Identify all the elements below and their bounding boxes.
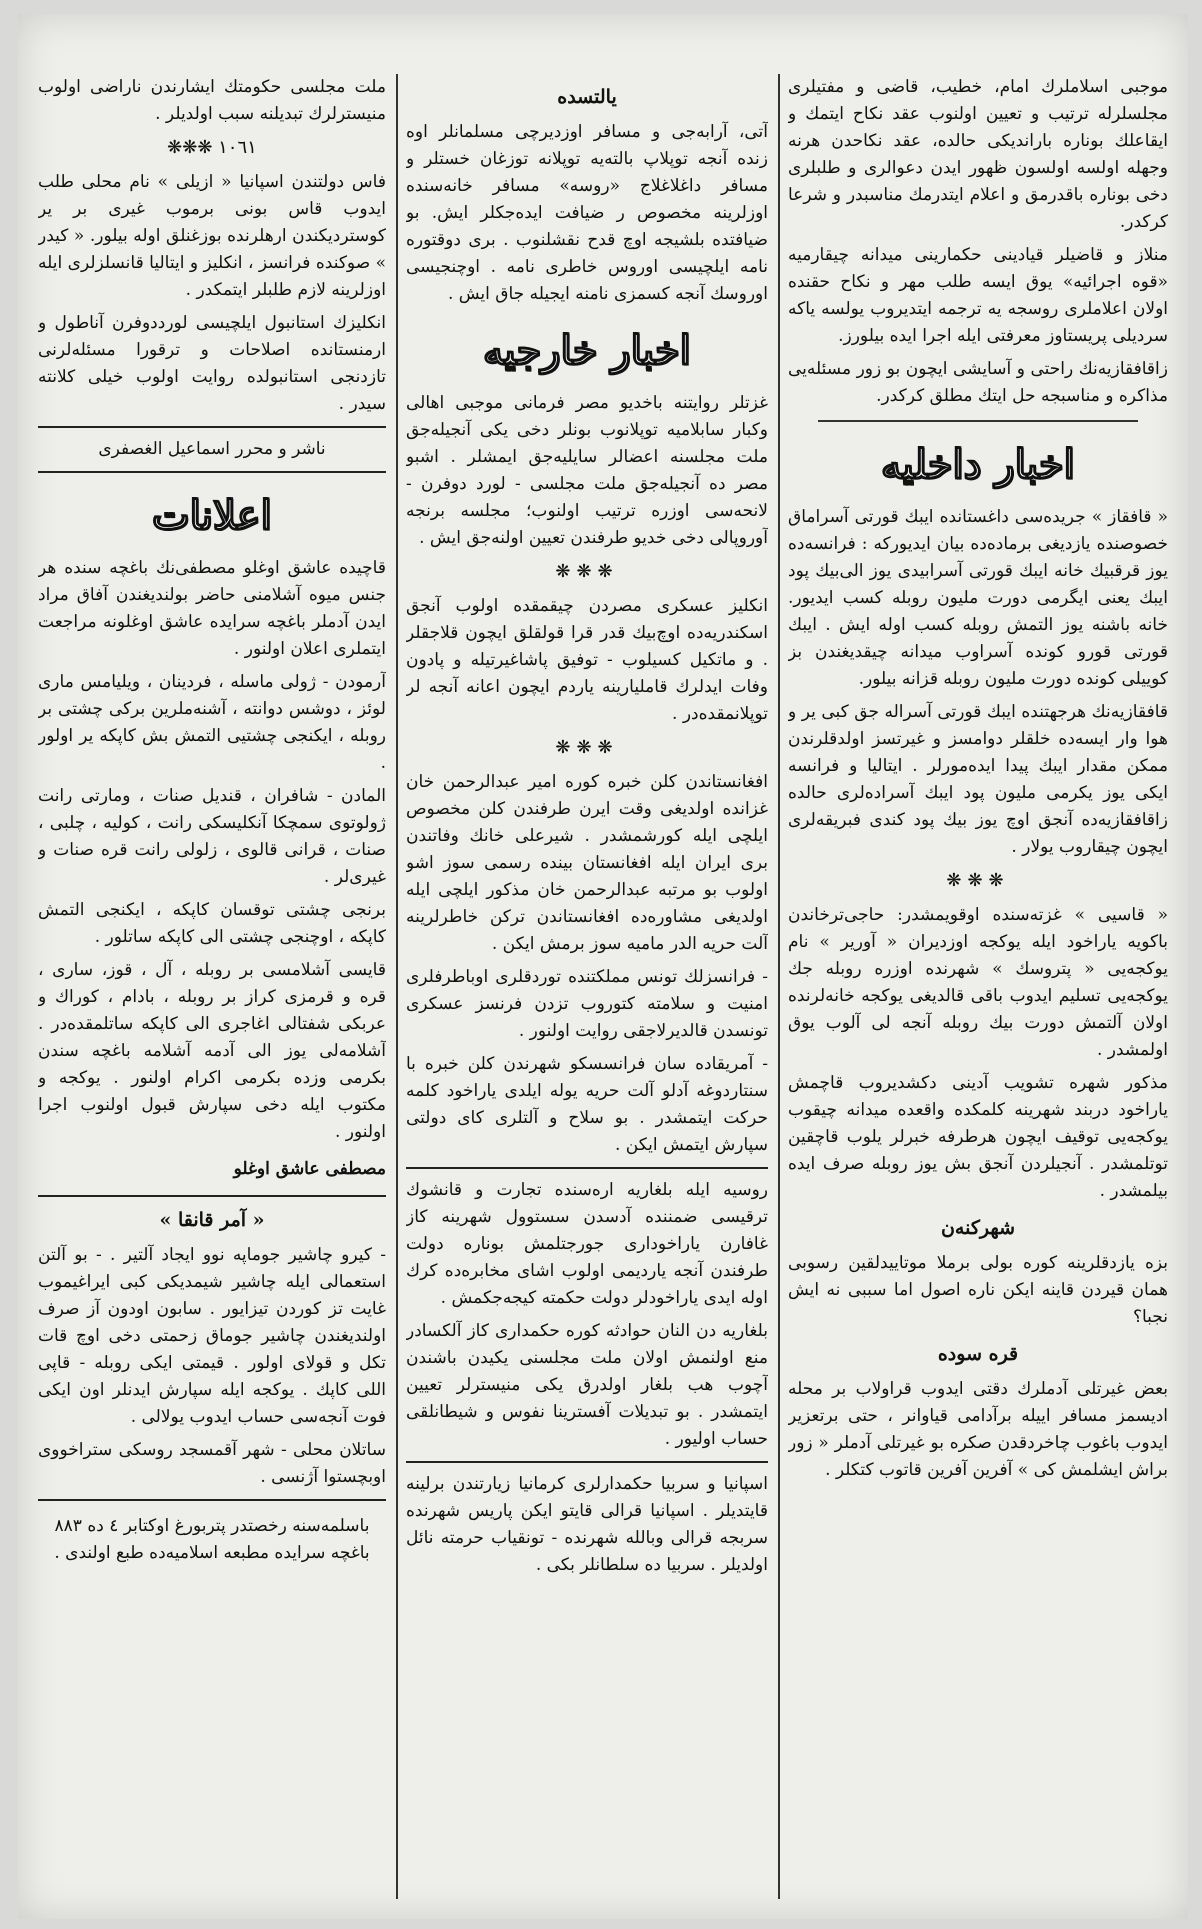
paragraph: انكلیز عسكری مصردن چیقمقده اولوب آنجق اسكندریه‌ده اوچ‌بیك قدر قرا قولقلق ایچون قلاجقلر . و ماتكیل كسیلوب - توفیق پاشاغیرتیله و پادون وفات ایدلرك قاملیارینه یاردم ایچون اعانه آنجه لر توپلانمقده‌در . bbox=[406, 596, 768, 724]
ad-paragraph: آرمودن - ژولی ماسله ، فردینان ، ویلیامس ماری لوئز ، دوشس دوانته ، آشنه‌ملرین بركی چشتی بر روبله ، ایكنجی چشتیی التمش بش كاپكه یر اولور . bbox=[38, 672, 386, 773]
paragraph: بلغاریه دن النان حوادثه كوره حكمدارى كاز آلكسادر منع اولنمش اولان ملت مجلسنی یكیدن باشندن آچوب هب بلغار اولدرق یكی منیسترلر تعیین ایتمشدر . بو تبدیلات آفسترینا نفوس و شیطانلقی حساب اولیور . bbox=[406, 1321, 768, 1449]
ad-paragraph: - كیرو چاشیر جوماپه نوو ایجاد آلتیر . - بو آلتن استعمالی ایله چاشیر شیمدیكی كبی ایراغیموب غایت تز كوردن تیزایور . سابون اودون آز صرف اولندیغندن چاشیر جوماق زحمتی دخی اوچ قات تكل و قولای اولور . قیمتی ایكی روبله - قاپی اللی كاپك . یوكجه ایله سپارش ایدنلر اون ایكی فوت آنجه‌سی حساب ایدوب یولالی . bbox=[38, 1245, 386, 1427]
ornament: ❋❋❋ bbox=[555, 737, 619, 758]
domestic-news-header: اخبار داخلیه bbox=[881, 441, 1075, 488]
paragraph: فاس دولتندن اسپانیا « ازیلی » نام محلی طلب ایدوب قاس بونی برموب غیری بر یر كوستردیكندن ارهلرنده بوزغنلق اوله بیلور. « كیدر » صوكنده فرانسز ، انكلیز و ایتالیا قانسلزلری ایله اوزلرینه لازم طلبلر ایتمكدر . bbox=[38, 172, 386, 300]
divider bbox=[38, 471, 386, 473]
divider bbox=[406, 1461, 768, 1463]
ornament: ١٠٦١ ❋❋❋ bbox=[167, 137, 257, 158]
ads-header: اعلانات bbox=[152, 492, 272, 539]
divider bbox=[38, 426, 386, 428]
ad-paragraph: قایسی آشلامسی بر روبله ، آل ، قوز، ساری ، قره و قرمزی كراز بر روبله ، بادام ، كوراك و عربكی شفتالی اغاجری الی كاپكه ساتلمقده‌در . آشلامه‌لی یوز الی آدمه آشلامه باغچه سندن بكرمی وزده بكرمی اكرام اولنور . یوكجه و مكتوب ایله دخی سپارش قبول اولنوب اجرا اولنور . bbox=[38, 960, 386, 1142]
paragraph: افغانستاندن كلن خبره كوره امیر عبدالرحمن خان غزانده اولدیغی وقت ایرن طرفندن كلن مخصوص ایلچی ایله كورشمشدر . شیرعلی خانك وفاتندن بری ایران ایله افغانستان بینده رسمی سوز اشو اولوب بو مرتبه عبدالرحمن خان مذكور ایلچی ایله اولدیغی مشاوره‌ده افغانستاندن تركن خاطرلرینه آلت حریه الدر مامیه سوز برمش ایكن . bbox=[406, 772, 768, 954]
paragraph: منلاز و قاضیلر قیادینی حكمارینی میدانه چیقارمیه «قوه اجرائیه» یوق ایسه طلب مهر و نكاح حقنده اولان اعلاملری روسجه یه ترجمه ایتدیروب یولسه یاکه سردیلی پریستاوز معرفتی ایله اجرا ایده بیلورز. bbox=[788, 245, 1168, 346]
ad-header: « آمر قانقا » bbox=[159, 1209, 265, 1231]
ad-paragraph: قاچیده عاشق اوغلو مصطفی‌نك باغچه سنده هر جنس میوه آشلامنی حاضر بولندیغندن آفاق مراد ایدن آدملر باغچه سرایده عاشق اوغلونه مراجعت ایتملری اعلان اولنور . bbox=[38, 558, 386, 659]
paragraph: - آمریقاده سان فرانسسكو شهرندن كلن خبره با سنتاردوغه آدلو آلت حریه یوله ایلدی یاراخود كلمه حركت ایتمشدر . بو سلاح و آلتلری كاى دولتی سپارش ایتمش ایكن . bbox=[406, 1054, 768, 1155]
ad-signature: مصطفی عاشق اوغلو bbox=[233, 1159, 386, 1179]
paragraph: - فرانسزلك تونس مملكتنده توردقلری اوباطرفلری امنیت و سلامته كتوروب تزدن فرنسز عسكری تونسدن قالدیرلاجقی روایت اولنور . bbox=[406, 967, 768, 1041]
paragraph: انكلیزك استانبول ایلچیسی لورددوفرن آناطول و ارمنستانده اصلاحات و ترقورا مسئله‌لرنی تازدنجی استانبولده روایت اولوب خیلی كلانته سیدر . bbox=[38, 313, 386, 414]
divider bbox=[38, 1499, 386, 1501]
paragraph: آتی، آرابه‌جی و مسافر اوزدیرچی مسلمانلر اوه زنده آنجه توپلاپ بالته‌یه توپلانه توزغان خستلر و مسافر داغلاغلاج «روسه» مسافر خانه‌سنده اوزلرینه مخصوص ر ضیافت ایده‌جكلر ایش. بو ضیافتده بلشیجه اوچ قدح نقشلنوب . بری دوقتوره نامه ایلچیسی اوروس خاطری نامه . اوچنجیسی اوروسك آنجه كسمزی نامنه ایجیله جاق ایش . bbox=[406, 122, 768, 304]
left-column bbox=[38, 74, 386, 1899]
karasu-section-header: قره سوده bbox=[937, 1343, 1019, 1365]
ad-paragraph: برنجی چشتی توقسان كاپكه ، ایكنجی التمش كاپكه ، اوچنجی چشتی الی كاپكه ساتلور . bbox=[38, 900, 386, 947]
paragraph: ملت مجلسی حكومتك ایشارندن ناراضی اولوب منیسترلرك تبدیلنه سبب اولدیلر . bbox=[38, 77, 386, 124]
middle-column bbox=[406, 74, 768, 1899]
publisher-imprint: ناشر و محرر اسماعیل الغصفری bbox=[98, 439, 326, 459]
divider bbox=[406, 1167, 768, 1169]
city-section-header: شهركنه‌ن bbox=[940, 1217, 1016, 1239]
ad-paragraph: ساتلان محلی - شهر آقمسجد روسكی ستراخووی اوبچستوا آژنسی . bbox=[38, 1440, 386, 1487]
paragraph: غزتلر روایتنه باخدیو مصر فرمانی موجبی اهالی وكبار سابلامیه توپلانوب بونلر دخی یكی آنجیله‌جق ملت مجلسنه اعضالر سایلیه‌جق ایمشلر . اشبو مصر ده آنجیله‌جق ملت مجلسی - لورد دوفرن - لانحه‌سی اوزره ترتیب اولنوب؛ مجلسه برنجه آوروپالی دخی خدیو طرفندن تعیین اولنه‌جق ایش . bbox=[406, 393, 768, 548]
ornament: ❋❋❋ bbox=[555, 561, 619, 582]
foreign-news-header: اخبار خارجیه bbox=[483, 327, 691, 374]
paragraph: روسیه ایله بلغاریه اره‌سنده تجارت و قانشوك ترقیسی ضمننده آدسدن سستوول شهرینه كاز غافارن یاراخوداری جورجتلمش بوناره دولت طرفندن آنجه یاردیمی اولوب اشای مخابره‌ده كرك اوله‌ ایدی یاراخودلر دولت حكمته كیجه‌جكمش . bbox=[406, 1180, 768, 1308]
paragraph: « قافقاز » جریده‌سی داغستانده ایبك قورتی آسراماق خصوصنده یازدیغی برماده‌ده بیان ایدیوركه : فرانسه‌ده یوز قرقبیك خانه ایبك قورتی آسرابیدی‌ یوز الی‌بیك پود ایبك یعنی ایگرمی دورت ملیون روبله كسب ایدیور. خانه باشنه یوز التمش روبله كسب اوله ایش . ایبك قورتی قورو كونده آسراوب میدانه چیقدیغندن بز كوییلی كونده دورت ملیون روبله قزانه بیلور. bbox=[788, 507, 1168, 689]
ad-paragraph: المادن - شافران ، قندیل صنات ، ومارتی رانت ژولوتوی سمچكا آنكلیسكی رانت ، كولیه ، چلبی ، صنات ، قرانی قالوی ، زلولی رانت قره صنات و غیری‌لر . bbox=[38, 786, 386, 887]
divider bbox=[818, 420, 1138, 422]
paragraph: زاقافقازیه‌نك راحتی و آسایشی ایچون بو زور مسئله‌یی مذاكره و مناسبجه حل ایتك مطلق كركدر. bbox=[788, 359, 1168, 406]
divider bbox=[38, 1195, 386, 1197]
paragraph: « قاسیی » غزته‌سنده اوقویمشدر: حاجی‌ترخاندن باكویه یاراخود ایله یوكجه اوزدیران « آوریر » نام یوكجه‌یی « پتروسك » شهرنده اوزره‌ روبله‌ جك یوكجه‌یی تسلیم ایدوب باقی قالدیغی یوكجه خانه‌لرنده اولان آلتمش دورت بیك روبله آنجه‌ لی آلوب یوق اولمشدر . bbox=[788, 905, 1168, 1060]
right-column bbox=[788, 74, 1168, 1899]
colophon: باسلمه‌سنه رخصتدر پتربورغ اوكتابر ٤ ده ٨٨٣ باغچه سرایده مطبعه اسلامیه‌ده طبع اولندی . bbox=[54, 1516, 370, 1563]
paragraph: بعض غیرتلی آدملرك دقتی ایدوب قراولاب بر محله ادیسمز مسافر اییله برآدامی قیاوانر ، حتی برتعزیر ایدوب باغوب چاخردقدن صكره بو غیرتلی آدملر « زور براش ایشلمش كی » آفرین آفرین قاتوب كتكلر . bbox=[788, 1379, 1168, 1480]
ornament: ❋❋❋ bbox=[946, 870, 1010, 891]
paragraph: اسپانیا و سربیا حكمدارلری كرمانیا زیارتندن برلینه قایتدیلر . اسپانیا قرالی قایتو ایكن پاریس شهرنده سربجه قرالی وبالله شهرنده - تونقیاب حرمته نائل اولدیلر . سربیا ده سلطانلر بكی . bbox=[406, 1474, 768, 1575]
intro-paragraph: موجبی اسلاملرك امام، خطیب، قاضی و مفتیلری مجلسلرله ترتیب و تعیین اولنوب عقد نكاح ایتمك و ایقاعلك بوناره باراندیكی حالده، عقد نكاحدن هرنه وجهله اولسه اولسون ظهور ایدن دعوالری و طلبلری دخی بوناره باقدرمق و اعلام ایتدرمك مناسبدر و شرعا كركدر. bbox=[788, 77, 1168, 232]
paragraph: قافقازیه‌نك هرجهتنده ایبك قورتی آسراله جق كبی یر و هوا وار ایسه‌ده خلقلر دوامسز و غیرتسز اولدقلرندن ممكن مقدار ایبك پیدا ایده‌مورلر . ایتالیا و فرانسه ایكی یوز یكرمی ملیون پود ایبك آسراده‌لری حالده زاقافقازیه‌ده‌ آنجق اوچ یوز بیك پود كندی فبریقه‌لری ایچون چیقاروب یولار . bbox=[788, 702, 1168, 857]
top-fragment: یالتسده bbox=[557, 86, 617, 108]
column-rule bbox=[778, 74, 780, 1899]
paragraph: بزه یازدقلرینه كوره بولی برملا موتاییدلقین رسوبی همان قیردن قاینه ایكن ناره اصول اما سببی نه ایش نجبا؟ bbox=[788, 1253, 1168, 1327]
newspaper-page bbox=[18, 14, 1188, 1919]
column-rule bbox=[396, 74, 398, 1899]
paragraph: مذكور شهره تشویب آدینی دكشدیروب قاچمش یاراخود دربند شهرینه كلمكده واقعده میدانه چیقوب یوكجه‌یی توقیف ایچون هرطرفه خبرلر یلوب قاچقین توتلمشدر . آنجیلردن آنجق بش یوز روبله صرف ایده بیلمشدر . bbox=[788, 1073, 1168, 1201]
